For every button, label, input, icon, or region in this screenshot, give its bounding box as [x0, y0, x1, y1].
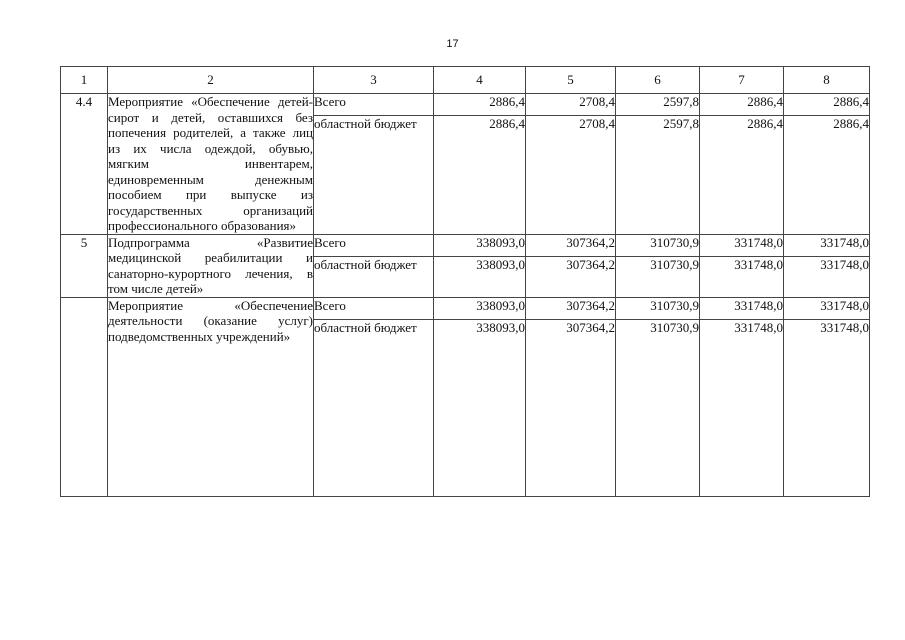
value-cell: 331748,0 — [784, 256, 870, 297]
value-cell: 2886,4 — [784, 116, 870, 235]
value-cell: 2597,8 — [616, 116, 700, 235]
item-number: 4.4 — [61, 94, 108, 235]
value-cell: 331748,0 — [700, 319, 784, 496]
header-cell: 1 — [61, 67, 108, 94]
value-cell: 310730,9 — [616, 256, 700, 297]
funding-source: Всего — [314, 94, 434, 116]
value-cell: 338093,0 — [434, 256, 526, 297]
item-number: 5 — [61, 234, 108, 297]
value-cell: 310730,9 — [616, 319, 700, 496]
value-cell: 338093,0 — [434, 234, 526, 256]
header-cell: 5 — [526, 67, 616, 94]
value-cell: 331748,0 — [784, 297, 870, 319]
funding-source: областной бюджет — [314, 116, 434, 235]
value-cell: 2886,4 — [434, 116, 526, 235]
item-description: Подпрограмма «Развитие медицинской реабилитации и санаторно-курортного лечения, в том числе детей» — [108, 234, 313, 296]
value-cell: 2597,8 — [616, 94, 700, 116]
header-row — [61, 67, 870, 94]
value-cell: 331748,0 — [784, 319, 870, 496]
value-cell: 2708,4 — [526, 94, 616, 116]
value-cell: 2886,4 — [434, 94, 526, 116]
value-cell: 338093,0 — [434, 297, 526, 319]
funding-source: Всего — [314, 297, 434, 319]
header-cell: 6 — [616, 67, 700, 94]
value-cell: 2886,4 — [784, 94, 870, 116]
funding-source: областной бюджет — [314, 319, 434, 496]
funding-source: Всего — [314, 234, 434, 256]
value-cell: 310730,9 — [616, 234, 700, 256]
item-number — [61, 297, 108, 496]
funding-source: областной бюджет — [314, 256, 434, 297]
value-cell: 331748,0 — [700, 256, 784, 297]
header-cell: 4 — [434, 67, 526, 94]
value-cell: 331748,0 — [784, 234, 870, 256]
value-cell: 307364,2 — [526, 297, 616, 319]
value-cell: 2708,4 — [526, 116, 616, 235]
table-row — [61, 94, 870, 116]
program-table — [60, 66, 870, 497]
value-cell: 307364,2 — [526, 319, 616, 496]
page-number: 17 — [446, 38, 459, 50]
value-cell: 338093,0 — [434, 319, 526, 496]
table-row — [61, 297, 870, 319]
value-cell: 307364,2 — [526, 256, 616, 297]
item-description: Мероприятие «Обеспечение деятельности (оказание услуг) подведомственных учреждений» — [108, 297, 314, 496]
header-cell: 2 — [108, 67, 314, 94]
table-row — [61, 234, 870, 256]
header-cell: 3 — [314, 67, 434, 94]
item-description: Мероприятие «Обеспечение детей-сирот и детей, оставшихся без попечения родителей, а также лиц из их числа одеждой, обувью, мягким инвентарем, единовременным денежным пособием при выпуске из государственных организаций профессионального образования» — [108, 94, 313, 233]
value-cell: 307364,2 — [526, 234, 616, 256]
value-cell: 331748,0 — [700, 234, 784, 256]
value-cell: 310730,9 — [616, 297, 700, 319]
value-cell: 2886,4 — [700, 94, 784, 116]
header-cell: 7 — [700, 67, 784, 94]
value-cell: 2886,4 — [700, 116, 784, 235]
value-cell: 331748,0 — [700, 297, 784, 319]
header-cell: 8 — [784, 67, 870, 94]
